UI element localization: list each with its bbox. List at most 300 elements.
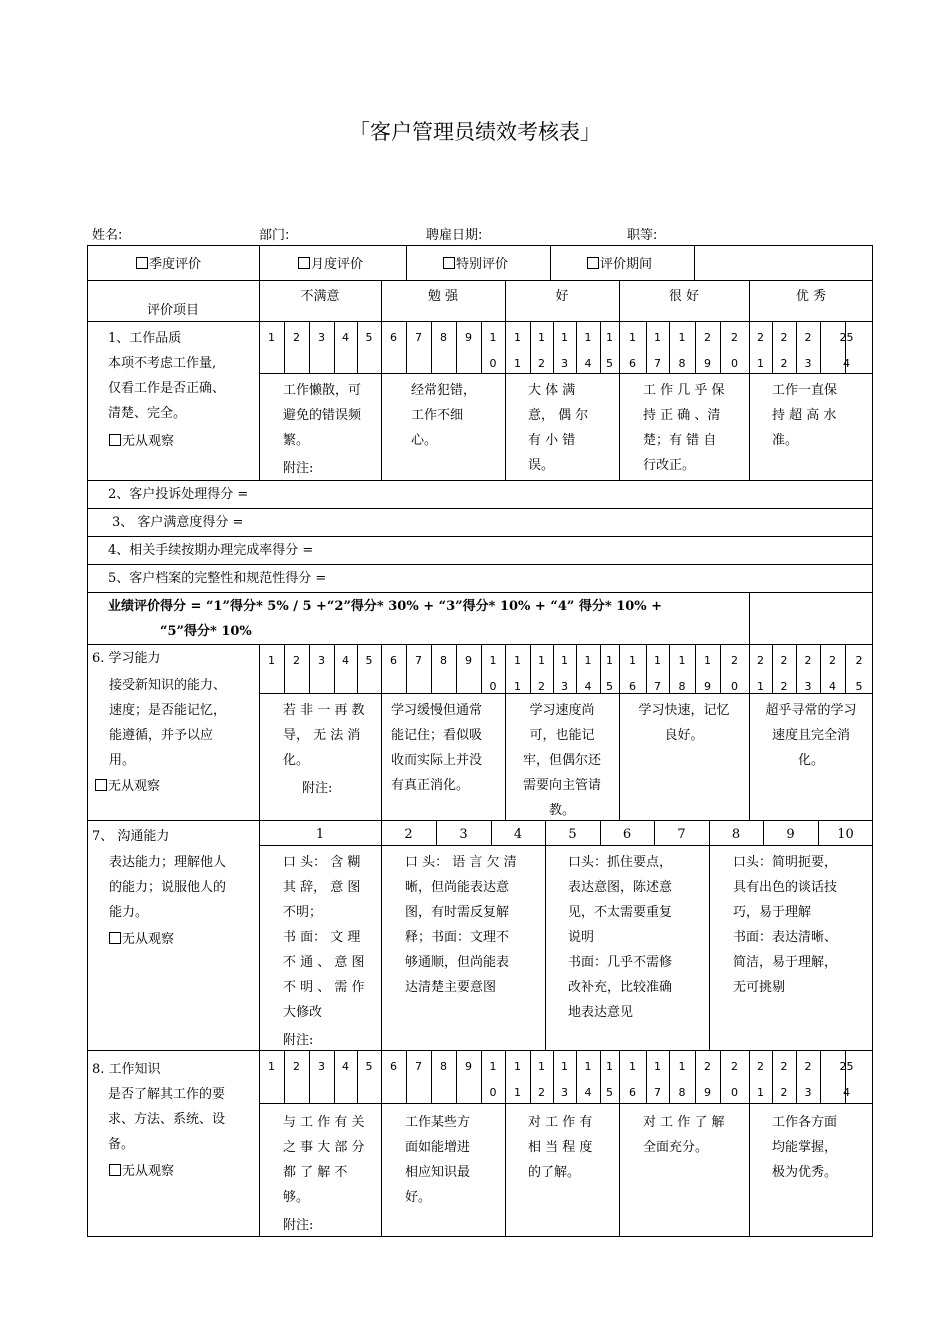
- score-scale-number-tens: 6: [629, 1086, 636, 1099]
- score-scale-number[interactable]: 1: [489, 654, 497, 667]
- level-desc-line: 可，也能记: [529, 728, 595, 743]
- score-scale-number[interactable]: 3: [318, 331, 325, 344]
- score-scale-number[interactable]: 2: [757, 1060, 764, 1073]
- checkbox-icon[interactable]: [136, 257, 148, 269]
- section-8-no-observe[interactable]: 无从观察: [109, 1159, 174, 1184]
- score-scale-number[interactable]: 1: [629, 331, 636, 344]
- section-desc-line: 备。: [108, 1137, 135, 1152]
- checkbox-icon[interactable]: [587, 257, 599, 269]
- level-desc-line: 之 事 大 部 分: [283, 1140, 365, 1155]
- level-desc-line: 工 作 几 乎 保: [643, 383, 725, 398]
- level-desc-line: 准。: [772, 433, 799, 448]
- row-divider: [87, 280, 873, 281]
- score-scale-number-tens: 9: [704, 357, 711, 370]
- score-scale-number[interactable]: 9: [465, 1060, 472, 1073]
- column-divider: [456, 644, 457, 693]
- score-scale-number-tens: 1: [514, 357, 521, 370]
- score-scale-number[interactable]: 1: [489, 1060, 497, 1073]
- level-desc-line: 够通顺，但尚能表: [405, 955, 510, 970]
- score-scale-number-tens: 6: [629, 680, 636, 693]
- level-desc-line: 避免的错误频: [283, 408, 362, 423]
- level-desc-line: 持 正 确 、清: [643, 408, 721, 423]
- column-divider: [720, 1050, 721, 1103]
- section-desc-line: 能力。: [109, 905, 149, 920]
- score-scale-number[interactable]: 1: [629, 654, 636, 667]
- score-scale-number-tens: 3: [804, 680, 812, 693]
- level-desc-line: 不 明 、 需 作: [283, 980, 365, 995]
- column-divider: [334, 321, 335, 373]
- level-desc-line: 相应知识最: [405, 1165, 471, 1180]
- score-row-satisfaction: 3、 客户满意度得分 =: [112, 515, 244, 530]
- level-desc-line: 图，有时需反复解: [405, 905, 510, 920]
- score-scale-number[interactable]: 10: [837, 827, 854, 842]
- score-scale-number-tens: 9: [704, 1086, 711, 1099]
- column-divider: [505, 1103, 506, 1237]
- level-desc-line: 够。: [283, 1190, 310, 1205]
- score-scale-number[interactable]: 8: [440, 1060, 447, 1073]
- column-divider: [357, 321, 358, 373]
- score-scale-number[interactable]: 5: [365, 654, 373, 667]
- column-divider: [284, 321, 285, 373]
- score-scale-number[interactable]: 2: [704, 1060, 711, 1073]
- level-header-marginal: 勉 强: [427, 289, 459, 304]
- level-desc-line: 持 超 高 水: [772, 408, 837, 423]
- special-eval-option[interactable]: 特别评价: [443, 252, 508, 277]
- score-scale-number[interactable]: 2: [757, 331, 764, 344]
- score-scale-number-tens: 3: [804, 1086, 812, 1099]
- level-desc-line: 工作不细: [411, 408, 464, 423]
- checkbox-icon[interactable]: [109, 932, 121, 944]
- column-divider: [334, 1050, 335, 1103]
- level-desc-line: 具有出色的谈话技: [733, 880, 838, 895]
- column-divider: [284, 1050, 285, 1103]
- score-scale-number[interactable]: 8: [440, 331, 447, 344]
- score-scale-number-tens: 7: [654, 680, 661, 693]
- score-scale-number-tens: 3: [561, 680, 568, 693]
- score-scale-number[interactable]: 2: [293, 331, 300, 344]
- level-desc-line: 化。: [283, 753, 310, 768]
- level-desc-line: 不明；: [283, 905, 323, 920]
- score-row-archives: 5、客户档案的完整性和规范性得分 =: [108, 571, 327, 586]
- column-divider: [381, 693, 382, 820]
- column-divider: [720, 644, 721, 693]
- score-scale-number-tens: 3: [804, 357, 812, 370]
- level-desc-line: 有真正消化。: [391, 778, 470, 793]
- score-scale-number[interactable]: 3: [318, 654, 325, 667]
- section-6-no-observe[interactable]: 无从观察: [95, 774, 160, 799]
- level-desc-line: 其 辞， 意 图: [283, 880, 361, 895]
- section-desc-line: 用。: [109, 753, 136, 768]
- column-divider: [406, 245, 407, 280]
- section-1-annotation[interactable]: 附注:: [283, 461, 314, 476]
- level-desc-line: 工作懒散，可: [283, 383, 362, 398]
- score-scale-number[interactable]: 1: [584, 1060, 592, 1073]
- level-desc-line: 工作一直保: [772, 383, 838, 398]
- level-desc-line: 化。: [797, 753, 824, 768]
- formula-line-1: 业绩评价得分 = “1”得分* 5% / 5 +“2”得分* 30% + “3”得分* 10% + “4” 得分* 10% +: [108, 599, 663, 614]
- score-scale-number-tens: 1: [757, 1086, 764, 1099]
- column-divider: [431, 1050, 432, 1103]
- level-desc-line: 收而实际上并没: [391, 753, 483, 768]
- section-6-title: 6. 学习能力: [92, 651, 161, 666]
- column-divider: [381, 644, 382, 693]
- column-divider: [381, 321, 382, 373]
- score-scale-number[interactable]: 7: [415, 1060, 422, 1073]
- score-scale-number-tens: 0: [489, 680, 497, 693]
- score-scale-number[interactable]: 1: [678, 654, 686, 667]
- row-divider: [87, 1050, 873, 1051]
- column-divider: [381, 1103, 382, 1237]
- score-row-procedures: 4、相关手续按期办理完成率得分 =: [108, 543, 314, 558]
- column-divider: [284, 644, 285, 693]
- score-scale-number[interactable]: 1: [678, 1060, 686, 1073]
- score-scale-number[interactable]: 1: [561, 1060, 568, 1073]
- score-scale-number[interactable]: 5: [568, 827, 577, 842]
- score-scale-number-tens: 4: [843, 357, 850, 370]
- column-divider: [456, 1050, 457, 1103]
- level-header-very-good: 很 好: [668, 289, 700, 304]
- column-divider: [406, 321, 407, 373]
- section-6-annotation[interactable]: 附注:: [302, 781, 333, 796]
- level-desc-line: 楚；有 错 自: [643, 433, 717, 448]
- score-scale-number-tens: 0: [731, 357, 738, 370]
- score-scale-number[interactable]: 9: [786, 827, 795, 842]
- level-desc-line: 若 非 一 再 教: [283, 703, 365, 718]
- level-desc-line: 对 工 作 了 解: [643, 1115, 725, 1130]
- score-scale-number-tens: 4: [829, 680, 836, 693]
- score-scale-number-tens: 8: [678, 1086, 686, 1099]
- score-scale-number-tens: 5: [606, 1086, 613, 1099]
- score-scale-number-tens: 1: [514, 1086, 521, 1099]
- level-header-unsatisfactory: 不满意: [300, 289, 340, 304]
- score-scale-number[interactable]: 3: [318, 1060, 325, 1073]
- level-desc-line: 大 体 满: [528, 383, 576, 398]
- score-scale-number[interactable]: 2: [731, 1060, 738, 1073]
- score-scale-number[interactable]: 2: [804, 331, 812, 344]
- score-scale-number[interactable]: 1: [606, 331, 613, 344]
- checkbox-icon[interactable]: [95, 779, 107, 791]
- score-scale-number[interactable]: 2: [780, 331, 788, 344]
- level-desc-line: 晰，但尚能表达意: [405, 880, 510, 895]
- name-label: 姓名:: [92, 228, 123, 243]
- score-scale-number[interactable]: 1: [514, 1060, 521, 1073]
- score-scale-number[interactable]: 7: [415, 654, 422, 667]
- score-scale-number-tens: 7: [654, 357, 661, 370]
- section-8-title: 8. 工作知识: [92, 1062, 161, 1077]
- level-desc-line: 口 头： 语 言 欠 清: [405, 855, 517, 870]
- score-scale-number[interactable]: 1: [561, 654, 568, 667]
- column-divider: [259, 820, 260, 1050]
- score-scale-number-tens: 4: [843, 1086, 850, 1099]
- level-header-good: 好: [555, 289, 569, 304]
- column-divider: [259, 245, 260, 280]
- score-scale-number[interactable]: 25: [839, 331, 854, 344]
- column-divider: [669, 644, 670, 693]
- level-desc-line: 有 小 错: [528, 433, 576, 448]
- section-1-no-observe[interactable]: 无从观察: [109, 429, 174, 454]
- column-divider: [545, 845, 546, 1050]
- level-desc-line: 口 头： 含 糊: [283, 855, 361, 870]
- score-scale-number[interactable]: 6: [622, 827, 632, 842]
- section-7-title: 7、 沟通能力: [92, 829, 170, 844]
- column-divider: [357, 644, 358, 693]
- level-desc-line: 牢，但偶尔还: [522, 753, 601, 768]
- score-scale-number[interactable]: 1: [606, 1060, 613, 1073]
- score-scale-number[interactable]: 9: [465, 654, 472, 667]
- score-scale-number[interactable]: 2: [293, 1060, 300, 1073]
- monthly-eval-option[interactable]: 月度评价: [298, 252, 363, 277]
- level-desc-line: 工作各方面: [772, 1115, 838, 1130]
- score-scale-number[interactable]: 9: [465, 331, 472, 344]
- section-7-annotation[interactable]: 附注:: [283, 1033, 314, 1048]
- score-scale-number[interactable]: 1: [538, 331, 545, 344]
- column-divider: [259, 644, 260, 820]
- row-divider: [259, 693, 873, 694]
- column-divider: [456, 321, 457, 373]
- level-desc-line: 书面：表达清晰、: [733, 930, 838, 945]
- score-scale-number[interactable]: 6: [390, 1060, 397, 1073]
- score-scale-number[interactable]: 25: [839, 1060, 854, 1073]
- level-desc-line: 与 工 作 有 关: [283, 1115, 365, 1130]
- score-scale-number[interactable]: 2: [855, 654, 863, 667]
- section-8-annotation[interactable]: 附注:: [283, 1218, 314, 1233]
- section-desc-line: 本项不考虑工作量,: [108, 356, 217, 371]
- score-scale-number[interactable]: 2: [293, 654, 300, 667]
- score-scale-number[interactable]: 2: [780, 654, 788, 667]
- score-scale-number[interactable]: 5: [365, 1060, 373, 1073]
- score-scale-number[interactable]: 4: [342, 1060, 349, 1073]
- score-scale-number[interactable]: 1: [514, 654, 521, 667]
- level-desc-line: 心。: [411, 433, 438, 448]
- score-scale-number[interactable]: 4: [342, 331, 349, 344]
- row-divider: [259, 1103, 873, 1104]
- score-scale-number-tens: 4: [584, 680, 592, 693]
- level-desc-line: 极为优秀。: [772, 1165, 838, 1180]
- score-scale-number-tens: 8: [678, 680, 686, 693]
- level-desc-line: 大修改: [283, 1005, 323, 1020]
- level-desc-line: 口头：抓住要点，: [568, 855, 673, 870]
- score-scale-number[interactable]: 2: [804, 654, 812, 667]
- score-scale-number[interactable]: 1: [538, 654, 545, 667]
- level-desc-line: 书面：几乎不需修: [568, 955, 673, 970]
- level-desc-line: 见，不太需要重复: [568, 905, 673, 920]
- score-scale-number[interactable]: 2: [757, 654, 764, 667]
- score-scale-number-tens: 5: [606, 357, 613, 370]
- level-desc-line: 经常犯错，: [411, 383, 477, 398]
- score-scale-number-tens: 2: [780, 680, 788, 693]
- score-scale-number[interactable]: 1: [315, 827, 325, 842]
- score-scale-number[interactable]: 1: [654, 1060, 661, 1073]
- score-scale-number[interactable]: 8: [731, 827, 741, 842]
- hire-date-label: 聘雇日期:: [426, 228, 483, 243]
- level-desc-line: 需要向主管请: [522, 778, 601, 793]
- score-scale-number[interactable]: 2: [704, 331, 711, 344]
- score-scale-number-tens: 2: [780, 357, 788, 370]
- score-scale-number[interactable]: 6: [390, 654, 397, 667]
- level-desc-line: 学习速度尚: [529, 703, 595, 718]
- column-divider: [309, 321, 310, 373]
- score-scale-number-tens: 3: [561, 1086, 568, 1099]
- level-desc-line: 意， 偶 尔: [528, 408, 589, 423]
- column-divider: [845, 644, 846, 693]
- column-divider: [431, 644, 432, 693]
- score-scale-number[interactable]: 1: [678, 331, 686, 344]
- quarterly-eval-option[interactable]: 季度评价: [136, 252, 201, 277]
- score-scale-number[interactable]: 2: [731, 331, 738, 344]
- column-divider: [720, 321, 721, 373]
- level-desc-line: 面如能增进: [405, 1140, 471, 1155]
- section-desc-line: 能遵循，并予以应: [109, 728, 214, 743]
- page-title: 「客户管理员绩效考核表」: [349, 120, 601, 144]
- level-desc-line: 巧，易于理解: [733, 905, 812, 920]
- eval-period-option[interactable]: 评价期间: [587, 252, 652, 277]
- formula-line-2: “5”得分* 10%: [160, 624, 252, 639]
- column-divider: [749, 592, 750, 644]
- dept-label: 部门:: [259, 228, 290, 243]
- score-scale-number[interactable]: 3: [459, 827, 468, 842]
- level-desc-line: 的了解。: [528, 1165, 581, 1180]
- level-desc-line: 繁。: [283, 433, 310, 448]
- level-desc-line: 误。: [528, 458, 555, 473]
- level-desc-line: 口头：简明扼要，: [733, 855, 838, 870]
- level-desc-line: 达清楚主要意图: [405, 980, 497, 995]
- score-scale-number[interactable]: 1: [704, 654, 711, 667]
- score-scale-number-tens: 2: [538, 680, 545, 693]
- section-desc-line: 接受新知识的能力、: [109, 678, 227, 693]
- column-divider: [709, 845, 710, 1050]
- score-scale-number[interactable]: 1: [489, 331, 497, 344]
- level-desc-line: 释；书面：文理不: [405, 930, 510, 945]
- column-divider: [381, 373, 382, 480]
- row-divider: [259, 373, 873, 374]
- column-divider: [406, 1050, 407, 1103]
- row-divider: [87, 564, 873, 565]
- score-scale-number-tens: 4: [584, 357, 592, 370]
- column-divider: [619, 373, 620, 480]
- score-scale-number-tens: 4: [584, 1086, 592, 1099]
- score-scale-number[interactable]: 5: [365, 331, 373, 344]
- column-divider: [749, 373, 750, 480]
- score-scale-number[interactable]: 2: [829, 654, 836, 667]
- section-7-no-observe[interactable]: 无从观察: [109, 927, 174, 952]
- score-scale-number-tens: 0: [731, 680, 738, 693]
- score-scale-number[interactable]: 1: [268, 654, 275, 667]
- column-divider: [309, 1050, 310, 1103]
- row-divider: [87, 644, 873, 645]
- checkbox-icon[interactable]: [443, 257, 455, 269]
- column-divider: [381, 1050, 382, 1103]
- section-desc-line: 是否了解其工作的要: [108, 1087, 226, 1102]
- column-divider: [694, 245, 695, 280]
- score-scale-number[interactable]: 1: [561, 331, 568, 344]
- score-scale-number[interactable]: 2: [804, 1060, 812, 1073]
- column-divider: [381, 845, 382, 1050]
- score-scale-number[interactable]: 1: [606, 654, 613, 667]
- column-divider: [820, 321, 821, 373]
- checkbox-icon[interactable]: [109, 1164, 121, 1176]
- level-desc-line: 速度且完全消: [771, 728, 850, 743]
- level-desc-line: 全面充分。: [643, 1140, 709, 1155]
- score-scale-number-tens: 9: [704, 680, 711, 693]
- column-divider: [619, 693, 620, 820]
- score-scale-number-tens: 2: [780, 1086, 788, 1099]
- column-divider: [431, 321, 432, 373]
- level-desc-line: 好。: [405, 1190, 432, 1205]
- score-scale-number[interactable]: 4: [513, 827, 523, 842]
- score-scale-number[interactable]: 1: [514, 331, 521, 344]
- column-divider: [505, 693, 506, 820]
- score-scale-number[interactable]: 6: [390, 331, 397, 344]
- level-desc-line: 工作某些方: [405, 1115, 471, 1130]
- column-divider: [749, 1103, 750, 1237]
- score-scale-number[interactable]: 4: [342, 654, 349, 667]
- column-divider: [334, 644, 335, 693]
- score-scale-number[interactable]: 1: [584, 654, 592, 667]
- level-desc-line: 教。: [548, 803, 575, 818]
- score-scale-number[interactable]: 7: [415, 331, 422, 344]
- column-divider: [550, 245, 551, 280]
- score-scale-number-tens: 7: [654, 1086, 661, 1099]
- level-desc-line: 能记住；看似吸: [391, 728, 483, 743]
- section-desc-line: 清楚、完全。: [108, 406, 187, 421]
- column-divider: [309, 644, 310, 693]
- score-scale-number[interactable]: 1: [654, 654, 661, 667]
- score-scale-number[interactable]: 1: [629, 1060, 636, 1073]
- section-desc-line: 求、方法、系统、设: [108, 1112, 226, 1127]
- level-desc-line: 相 当 程 度: [528, 1140, 593, 1155]
- level-desc-line: 说明: [568, 930, 595, 945]
- grade-label: 职等:: [627, 228, 658, 243]
- level-desc-line: 书 面： 文 理: [283, 930, 361, 945]
- score-scale-number-tens: 8: [678, 357, 686, 370]
- level-desc-line: 均能掌握，: [772, 1140, 838, 1155]
- score-row-complaint: 2、客户投诉处理得分 =: [108, 487, 249, 502]
- score-scale-number[interactable]: 1: [654, 331, 661, 344]
- row-divider: [87, 536, 873, 537]
- score-scale-number[interactable]: 8: [440, 654, 447, 667]
- score-scale-number[interactable]: 1: [538, 1060, 545, 1073]
- level-desc-line: 对 工 作 有: [528, 1115, 593, 1130]
- level-desc-line: 行改正。: [643, 458, 696, 473]
- level-desc-line: 改补充，比较准确: [568, 980, 673, 995]
- level-desc-line: 不 通 、 意 图: [283, 955, 365, 970]
- score-scale-number-tens: 5: [855, 680, 863, 693]
- section-desc-line: 速度；是否能记忆，: [109, 703, 227, 718]
- level-desc-line: 超乎寻常的学习: [765, 703, 857, 718]
- score-scale-number[interactable]: 1: [268, 1060, 275, 1073]
- score-scale-number[interactable]: 7: [677, 827, 686, 842]
- score-scale-number-tens: 5: [606, 680, 613, 693]
- checkbox-icon[interactable]: [298, 257, 310, 269]
- score-scale-number[interactable]: 2: [780, 1060, 788, 1073]
- level-desc-line: 简洁，易于理解，: [733, 955, 838, 970]
- score-scale-number[interactable]: 1: [584, 331, 592, 344]
- column-divider: [259, 321, 260, 480]
- eval-item-header: 评价项目: [146, 303, 199, 318]
- score-scale-number[interactable]: 2: [404, 827, 413, 842]
- score-scale-number-tens: 0: [731, 1086, 738, 1099]
- score-scale-number-tens: 2: [538, 357, 545, 370]
- score-scale-number[interactable]: 2: [731, 654, 738, 667]
- column-divider: [406, 644, 407, 693]
- score-scale-number-tens: 0: [489, 357, 497, 370]
- score-scale-number-tens: 1: [514, 680, 521, 693]
- column-divider: [505, 373, 506, 480]
- section-desc-line: 表达能力；理解他人: [109, 855, 227, 870]
- score-scale-number-tens: 3: [561, 357, 568, 370]
- score-scale-number[interactable]: 1: [268, 331, 275, 344]
- checkbox-icon[interactable]: [109, 434, 121, 446]
